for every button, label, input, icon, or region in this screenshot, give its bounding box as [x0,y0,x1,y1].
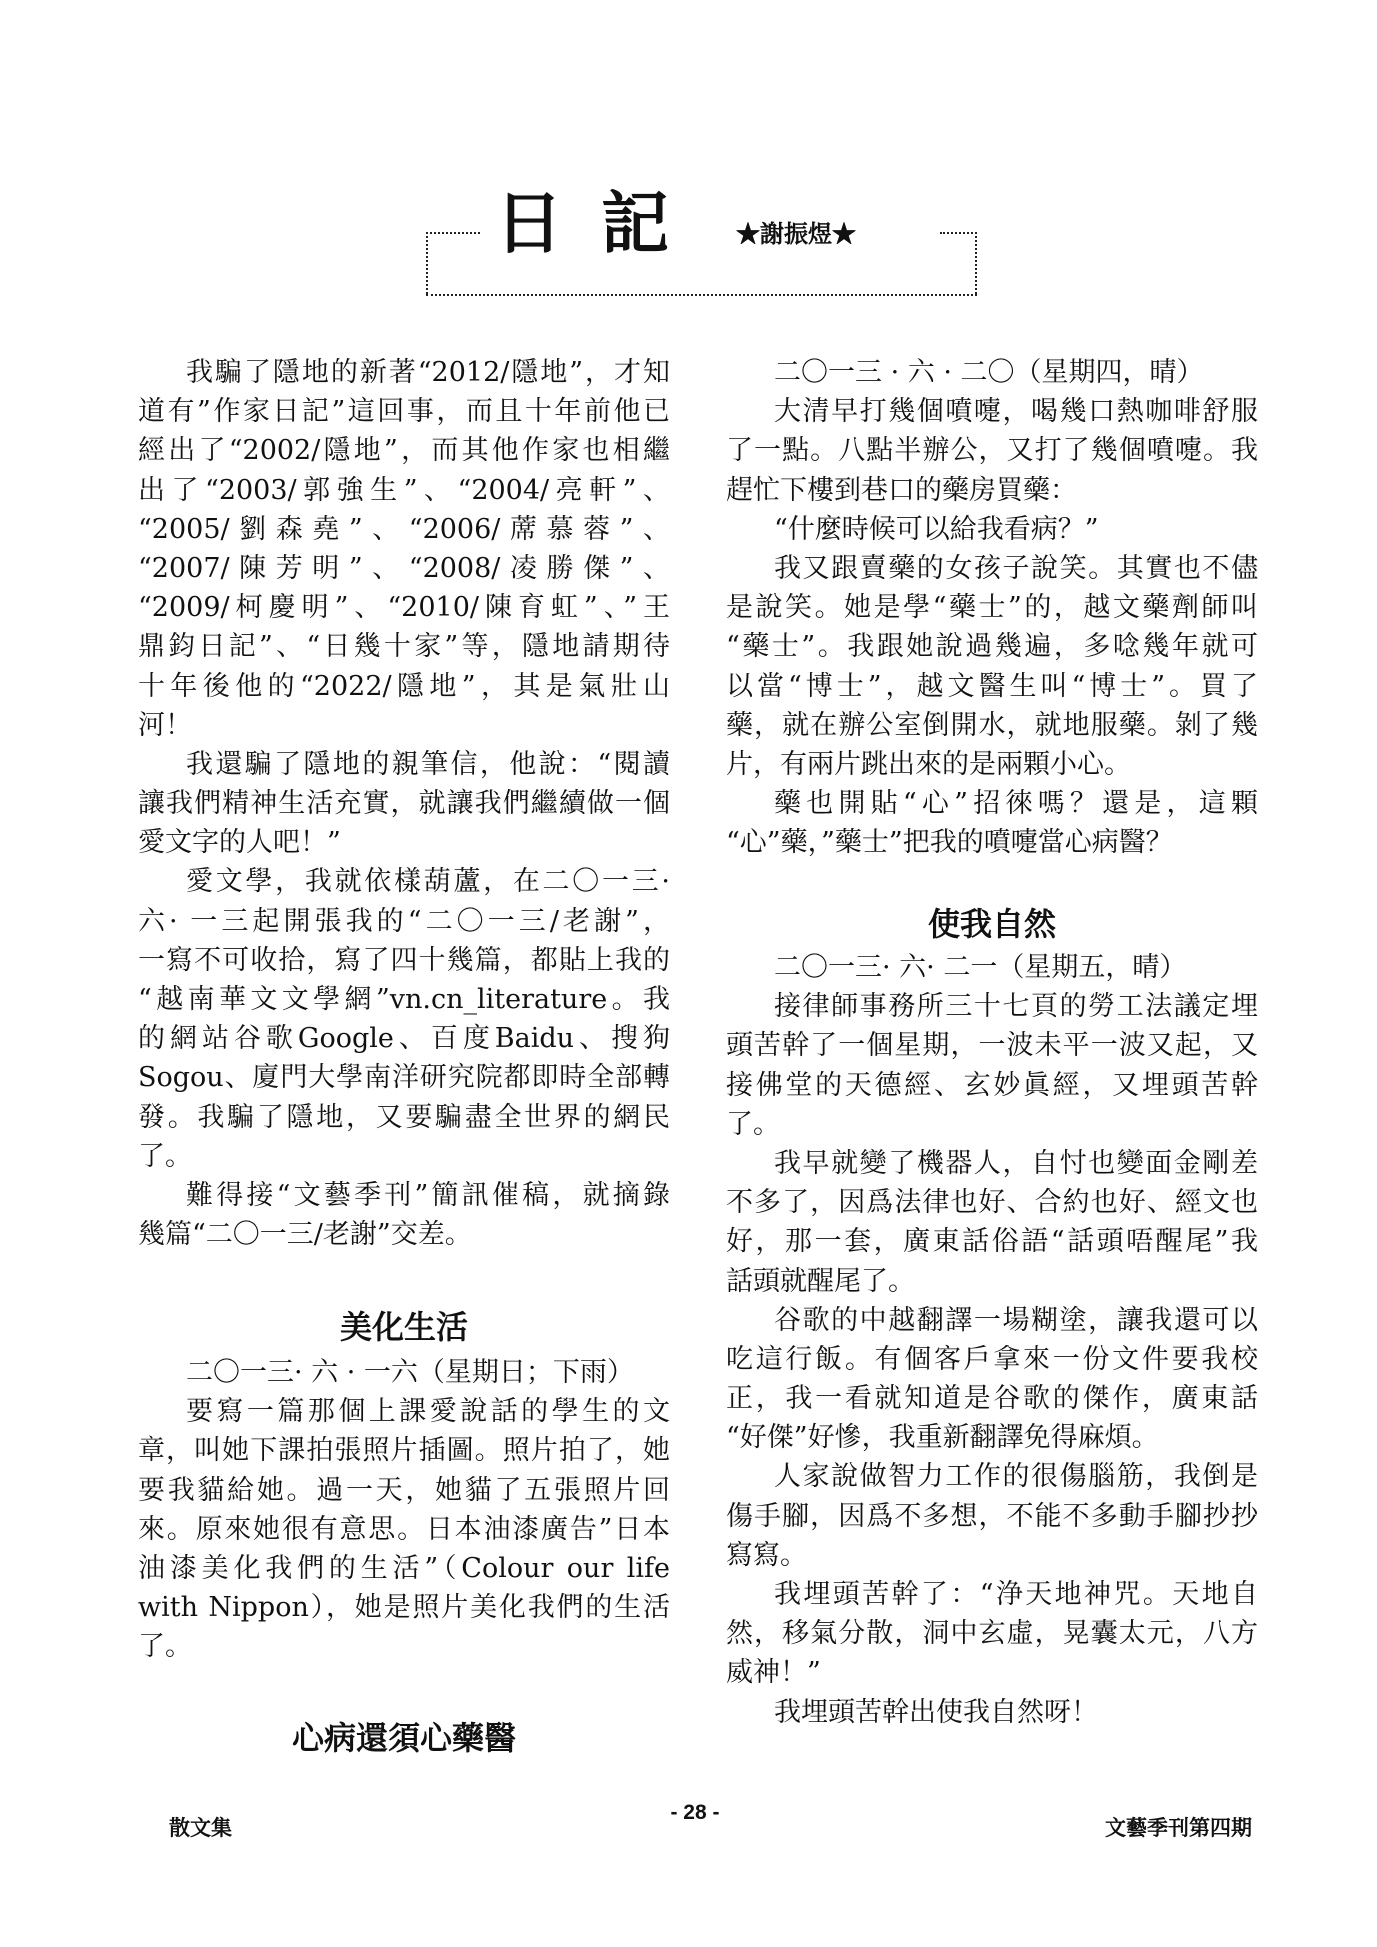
text-line: 了。 [138,1140,192,1172]
text-line: 我早就變了機器人，自忖也變面金剛差 [774,1147,1258,1179]
text-line: 我埋頭苦幹了：“浄天地神咒。天地自 [774,1579,1258,1610]
text-line: 藥也開貼“心”招徠嗎？還是，這顆 [774,788,1258,820]
text-line: 我埋頭苦幹出使我自然呀！ [774,1696,1098,1728]
text-line: 要寫一篇那個上課愛說話的學生的文 [186,1396,670,1428]
text-line: “2005/劉森堯”、“2006/蓆慕蓉”、 [138,513,670,545]
text-line: 要我貓給她。過一天，她貓了五張照片回 [138,1474,670,1506]
text-line: “2009/柯慶明”、“2010/陳育虹”、”王 [138,592,670,624]
author-name: ★謝振煜★ [736,219,856,248]
page-number: - 28 - [670,1801,720,1824]
text-line: 來。原來她很有意思。日本油漆廣告”日本 [138,1513,670,1545]
title-frame-right [975,232,977,294]
text-line: 以當“博士”，越文醫生叫“博士”。買了 [726,670,1258,702]
title-frame-bottom [426,294,977,296]
text-line: 章，叫她下課拍張照片插圖。照片拍了，她 [138,1435,670,1467]
text-line: 一寫不可收拾，寫了四十幾篇，都貼上我的 [138,944,670,976]
text-line: 好，那一套，廣東話俗語“話頭唔醒尾”我 [726,1226,1258,1258]
text-line: 十年後他的“2022/隱地”，其是氣壯山 [138,670,670,702]
text-line: 頭苦幹了一個星期，一波未平一波又起，又 [726,1030,1258,1062]
text-line: 了。 [726,1108,780,1140]
text-line: 正，我一看就知道是谷歌的傑作，廣東話 [726,1383,1258,1415]
section-natural-me-body [726,948,1258,1732]
text-line: with Nippon），她是照片美化我們的生活 [138,1592,670,1624]
text-line: 我還騙了隱地的親筆信，他說：“閱讀 [186,748,670,780]
text-line: 吃這行飯。有個客戶拿來一份文件要我校 [726,1343,1258,1375]
text-line: 接佛堂的天德經、玄妙眞經，又埋頭苦幹 [726,1069,1258,1101]
text-line: 我又跟賣藥的女孩子說笑。其實也不儘 [774,552,1258,584]
section-heading-natural-me: 使我自然 [927,905,1056,943]
text-line: 我騙了隱地的新著“2012/隱地”，才知 [186,357,670,388]
text-line: 谷歌的中越翻譯一場糊塗，讓我還可以 [774,1304,1258,1336]
section-beautify-life-body [138,1353,670,1667]
text-line: 大清早打幾個噴嚏，喝幾口熱咖啡舒服 [774,396,1258,428]
text-line: 愛文學，我就依樣葫蘆，在二〇一三· [186,866,670,898]
text-line: “藥士”。我跟她說過幾遍，多唸幾年就可 [726,631,1258,663]
text-line: 讓我們精神生活充實，就讓我們繼續做一個 [138,788,670,820]
footer-section-label: 散文集 [169,1817,232,1840]
text-line: 接律師事務所三十七頁的勞工法議定埋 [774,991,1258,1023]
text-line: 不多了，因爲法律也好、合約也好、經文也 [726,1187,1258,1219]
text-line: 的網站谷歌Google、百度Baidu、搜狗 [138,1023,670,1055]
text-line: 話頭就醒尾了。 [726,1265,915,1297]
text-line: 發。我騙了隱地，又要騙盡全世界的網民 [138,1101,670,1133]
text-line: 河！ [138,709,192,741]
text-line: 人家說做智力工作的很傷腦筋，我倒是 [774,1461,1258,1493]
text-line: 難得接“文藝季刊”簡訊催稿，就摘錄 [186,1179,670,1211]
text-line: 藥，就在辦公室倒開水，就地服藥。剝了幾 [726,709,1258,741]
text-line: 傷手腳，因爲不多想，不能不多動手腳抄抄 [726,1500,1258,1532]
text-line: “心”藥，”藥士”把我的噴嚏當心病醫？ [726,827,1173,859]
text-line: 是說笑。她是學“藥士”的，越文藥劑師叫 [726,592,1258,624]
text-line: 經出了“2002/隱地”，而其他作家也相繼 [138,435,670,467]
text-line: “越南華文文學網”vn.cn_literature。我 [138,984,670,1015]
text-line: “什麼時候可以給我看病？” [774,513,1099,545]
title-frame-top-right [940,232,977,234]
footer-publication: 文藝季刊第四期 [1105,1817,1252,1840]
text-line: 了一點。八點半辦公，又打了幾個噴嚏。我 [726,435,1258,467]
title-frame-left [426,232,428,294]
section-heading-heart-disease: 心病還須心藥醫 [291,1719,516,1757]
text-line: 道有”作家日記”這回事，而且十年前他已 [138,396,670,428]
text-line: 威神！” [726,1657,821,1689]
text-line: 了。 [138,1631,192,1663]
text-line: 鼎鈞日記”、“日幾十家”等，隱地請期待 [138,631,670,663]
date-line: 二〇一三 · 六 · 二〇（星期四，晴） [774,357,1204,388]
text-line: 愛文字的人吧！” [138,827,341,859]
text-line: 幾篇“二〇一三/老謝”交差。 [138,1219,472,1251]
article-title: 日記 [495,184,708,264]
text-line: 趕忙下樓到巷口的藥房買藥： [726,474,1077,506]
text-line: 然，移氣分散，洞中玄虛，晃囊太元，八方 [726,1618,1258,1650]
date-line: 二〇一三· 六 · 一六（星期日；下雨） [186,1357,634,1388]
text-line: 出了“2003/郭強生”、“2004/亮軒”、 [138,474,670,506]
text-line: “好傑”好慘，我重新翻譯免得麻煩。 [726,1422,1159,1454]
left-column-intro [138,353,670,1254]
date-line: 二〇一三· 六· 二一（星期五，晴） [774,952,1187,983]
text-line: “2007/陳芳明”、“2008/凌勝傑”、 [138,552,670,584]
section-heart-disease-body [726,353,1258,862]
title-frame-top-left [426,232,480,234]
text-line: 油漆美化我們的生活”（Colour our life [138,1552,670,1584]
text-line: 六· 一三起開張我的“二〇一三/老謝”， [138,905,670,937]
text-line: Sogou、廈門大學南洋研究院都即時全部轉 [138,1062,670,1094]
text-line: 寫寫。 [726,1539,807,1571]
section-heading-beautify-life: 美化生活 [339,1308,468,1346]
text-line: 片，有兩片跳出來的是兩顆小心。 [726,748,1131,780]
